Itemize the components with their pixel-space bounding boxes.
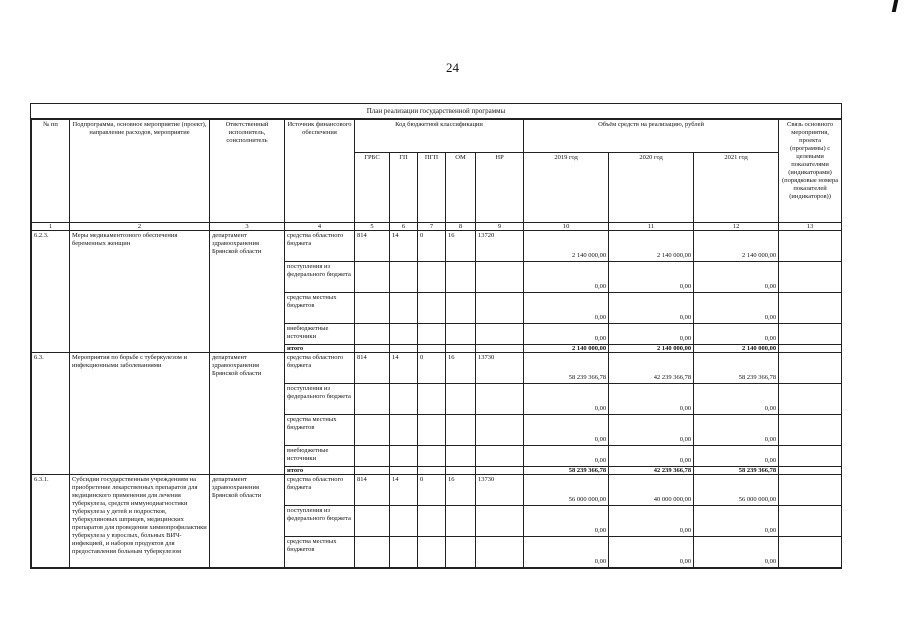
header-pgp: ПГП — [418, 153, 446, 223]
table-row — [32, 231, 842, 262]
header-2021: 2021 год — [694, 153, 779, 223]
code-pgp: 0 — [418, 353, 446, 384]
amount-2020: 2 140 000,00 — [609, 231, 694, 262]
code-pgp — [418, 506, 446, 537]
item-executor: департамент здравоохранения Брянской области — [210, 475, 285, 568]
total-2021: 2 140 000,00 — [694, 345, 779, 353]
funding-source: средства местных бюджетов — [285, 293, 355, 324]
code-pgp: 0 — [418, 231, 446, 262]
code-np: 13730 — [476, 353, 524, 384]
code-gp — [390, 537, 418, 568]
indicator-link — [779, 262, 842, 293]
table-title: План реализации государственной программы — [31, 104, 841, 119]
code-om — [446, 384, 476, 415]
code-empty — [355, 345, 390, 353]
indicator-link — [779, 475, 842, 506]
item-name: Мероприятия по борьбе с туберкулезом и инфекционными заболеваниями — [70, 353, 210, 475]
header-om: ОМ — [446, 153, 476, 223]
header-source: Источник финансового обеспечения — [285, 120, 355, 223]
funding-source: внебюджетные источники — [285, 324, 355, 345]
funding-source: средства областного бюджета — [285, 231, 355, 262]
code-gp — [390, 446, 418, 467]
code-np: 13720 — [476, 231, 524, 262]
code-empty — [390, 467, 418, 475]
indicator-link — [779, 324, 842, 345]
header-grbs: ГРБС — [355, 153, 390, 223]
amount-2021: 56 000 000,00 — [694, 475, 779, 506]
code-om — [446, 506, 476, 537]
amount-2019: 0,00 — [524, 262, 609, 293]
code-grbs — [355, 384, 390, 415]
funding-source: поступления из федерального бюджета — [285, 506, 355, 537]
plan-table — [31, 119, 842, 568]
code-pgp — [418, 262, 446, 293]
code-gp: 14 — [390, 231, 418, 262]
code-np — [476, 415, 524, 446]
code-grbs: 814 — [355, 475, 390, 506]
item-number: 6.3. — [32, 353, 70, 475]
amount-2021: 0,00 — [694, 446, 779, 467]
code-gp — [390, 384, 418, 415]
code-om — [446, 324, 476, 345]
amount-2021: 0,00 — [694, 506, 779, 537]
header-executor: Ответственный исполнитель, соисполнитель — [210, 120, 285, 223]
funding-source: средства областного бюджета — [285, 475, 355, 506]
code-np — [476, 324, 524, 345]
indicator-link — [779, 506, 842, 537]
funding-source: поступления из федерального бюджета — [285, 262, 355, 293]
code-pgp — [418, 384, 446, 415]
code-grbs — [355, 415, 390, 446]
code-om — [446, 446, 476, 467]
code-pgp — [418, 446, 446, 467]
header-row-1 — [32, 120, 842, 153]
header-num: № пп — [32, 120, 70, 223]
amount-2021: 0,00 — [694, 262, 779, 293]
column-number: 5 — [355, 223, 390, 231]
indicator-link — [779, 415, 842, 446]
indicator-link — [779, 353, 842, 384]
code-om — [446, 262, 476, 293]
code-pgp — [418, 415, 446, 446]
amount-2021: 0,00 — [694, 384, 779, 415]
code-om: 16 — [446, 475, 476, 506]
amount-2021: 2 140 000,00 — [694, 231, 779, 262]
code-grbs: 814 — [355, 353, 390, 384]
item-name: Меры медикаментозного обеспечения беременных женщин — [70, 231, 210, 353]
code-empty — [355, 467, 390, 475]
indicator-link — [779, 467, 842, 475]
header-np: НР — [476, 153, 524, 223]
column-number: 7 — [418, 223, 446, 231]
code-np: 13730 — [476, 475, 524, 506]
page-number: 24 — [446, 60, 459, 75]
column-number: 11 — [609, 223, 694, 231]
column-number: 9 — [476, 223, 524, 231]
amount-2019: 0,00 — [524, 446, 609, 467]
header-2019: 2019 год — [524, 153, 609, 223]
total-2021: 58 239 366,78 — [694, 467, 779, 475]
code-pgp — [418, 537, 446, 568]
column-numbers-row — [32, 223, 842, 231]
amount-2019: 0,00 — [524, 506, 609, 537]
amount-2020: 0,00 — [609, 262, 694, 293]
amount-2021: 0,00 — [694, 293, 779, 324]
total-label: итого — [285, 467, 355, 475]
code-pgp — [418, 293, 446, 324]
amount-2019: 0,00 — [524, 293, 609, 324]
code-pgp: 0 — [418, 475, 446, 506]
code-grbs — [355, 537, 390, 568]
item-number: 6.3.1. — [32, 475, 70, 568]
code-gp — [390, 506, 418, 537]
code-om — [446, 415, 476, 446]
amount-2019: 0,00 — [524, 384, 609, 415]
indicator-link — [779, 446, 842, 467]
amount-2019: 0,00 — [524, 324, 609, 345]
code-np — [476, 293, 524, 324]
total-2019: 2 140 000,00 — [524, 345, 609, 353]
item-name: Субсидии государственным учреждениям на приобретение лекарственных препаратов для медицинского применения для лечения туберкулеза, средств иммунодиагностики туберкулеза у детей и подростков, туберкулиновых шприцев, медицинских препаратов для проведения химиопрофилактики туберкулеза у взрослых, больных ВИЧ-инфекцией, и наборов продуктов для предоставления больным туберкулезом — [70, 475, 210, 568]
amount-2019: 0,00 — [524, 415, 609, 446]
header-subprogram: Подпрограмма, основное мероприятие (проект), направление расходов, мероприятие — [70, 120, 210, 223]
amount-2019: 58 239 366,78 — [524, 353, 609, 384]
total-2020: 42 239 366,78 — [609, 467, 694, 475]
amount-2021: 0,00 — [694, 415, 779, 446]
code-grbs: 814 — [355, 231, 390, 262]
code-empty — [418, 467, 446, 475]
code-gp — [390, 324, 418, 345]
amount-2020: 42 239 366,78 — [609, 353, 694, 384]
header-2020: 2020 год — [609, 153, 694, 223]
amount-2020: 0,00 — [609, 293, 694, 324]
amount-2020: 0,00 — [609, 384, 694, 415]
code-pgp — [418, 324, 446, 345]
code-np — [476, 506, 524, 537]
funding-source: внебюджетные источники — [285, 446, 355, 467]
table-row — [32, 353, 842, 384]
code-empty — [446, 467, 476, 475]
code-empty — [446, 345, 476, 353]
amount-2019: 0,00 — [524, 537, 609, 568]
item-number: 6.2.3. — [32, 231, 70, 353]
code-om: 16 — [446, 231, 476, 262]
funding-source: поступления из федерального бюджета — [285, 384, 355, 415]
indicator-link — [779, 293, 842, 324]
plan-table-frame — [30, 103, 842, 569]
code-om: 16 — [446, 353, 476, 384]
column-number: 8 — [446, 223, 476, 231]
amount-2020: 0,00 — [609, 506, 694, 537]
scan-mark — [892, 0, 899, 12]
indicator-link — [779, 345, 842, 353]
code-np — [476, 537, 524, 568]
amount-2021: 0,00 — [694, 324, 779, 345]
table-row — [32, 475, 842, 506]
column-number: 10 — [524, 223, 609, 231]
amount-2020: 0,00 — [609, 446, 694, 467]
funding-source: средства областного бюджета — [285, 353, 355, 384]
item-executor: департамент здравоохранения Брянской области — [210, 353, 285, 475]
code-om — [446, 537, 476, 568]
header-gp: ГП — [390, 153, 418, 223]
code-gp: 14 — [390, 353, 418, 384]
code-grbs — [355, 262, 390, 293]
code-gp — [390, 293, 418, 324]
indicator-link — [779, 384, 842, 415]
column-number: 4 — [285, 223, 355, 231]
code-gp — [390, 415, 418, 446]
code-gp: 14 — [390, 475, 418, 506]
code-grbs — [355, 324, 390, 345]
code-om — [446, 293, 476, 324]
indicator-link — [779, 537, 842, 568]
amount-2021: 0,00 — [694, 537, 779, 568]
indicator-link — [779, 231, 842, 262]
amount-2020: 0,00 — [609, 537, 694, 568]
column-number: 6 — [390, 223, 418, 231]
funding-source: средства местных бюджетов — [285, 415, 355, 446]
column-number: 2 — [70, 223, 210, 231]
amount-2020: 40 000 000,00 — [609, 475, 694, 506]
total-label: итого — [285, 345, 355, 353]
total-2019: 58 239 366,78 — [524, 467, 609, 475]
code-np — [476, 446, 524, 467]
funding-source: средства местных бюджетов — [285, 537, 355, 568]
column-number: 12 — [694, 223, 779, 231]
header-volume: Объём средств на реализацию, рублей — [524, 120, 779, 153]
code-empty — [418, 345, 446, 353]
total-2020: 2 140 000,00 — [609, 345, 694, 353]
code-np — [476, 262, 524, 293]
code-grbs — [355, 506, 390, 537]
amount-2019: 56 000 000,00 — [524, 475, 609, 506]
code-grbs — [355, 293, 390, 324]
column-number: 13 — [779, 223, 842, 231]
item-executor: департамент здравоохранения Брянской области — [210, 231, 285, 353]
code-empty — [390, 345, 418, 353]
amount-2020: 0,00 — [609, 415, 694, 446]
amount-2020: 0,00 — [609, 324, 694, 345]
code-grbs — [355, 446, 390, 467]
code-empty — [476, 345, 524, 353]
code-empty — [476, 467, 524, 475]
column-number: 3 — [210, 223, 285, 231]
amount-2021: 58 239 366,78 — [694, 353, 779, 384]
header-budget-code: Код бюджетной классификации — [355, 120, 524, 153]
column-number: 1 — [32, 223, 70, 231]
code-gp — [390, 262, 418, 293]
header-link: Связь основного мероприятия, проекта (программы) с целевыми показателями (индикаторами) (порядковые номера показателей (индикаторов)) — [779, 120, 842, 223]
code-np — [476, 384, 524, 415]
amount-2019: 2 140 000,00 — [524, 231, 609, 262]
